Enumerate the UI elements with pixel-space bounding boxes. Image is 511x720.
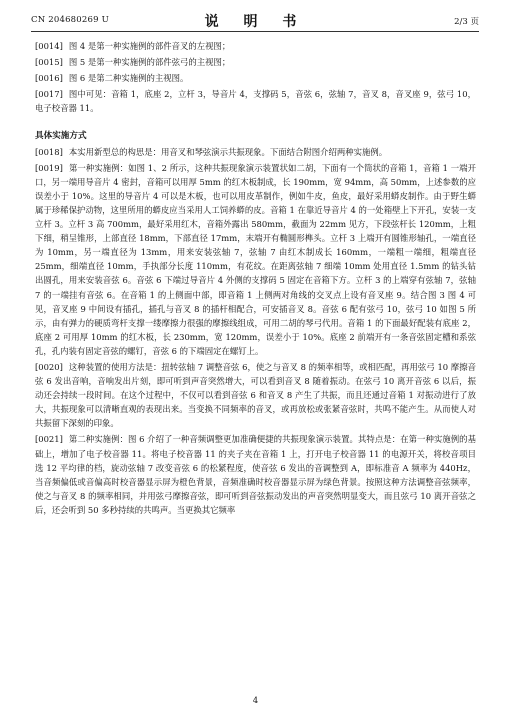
paragraph-0016 <box>35 71 476 85</box>
paragraph-0015 <box>35 55 476 69</box>
paragraph-tag: [0021] <box>35 434 63 445</box>
paragraph-0019 <box>35 161 476 358</box>
section-heading: 具体实施方式 <box>35 131 87 142</box>
paragraph-0020 <box>35 360 476 430</box>
paragraph-tag: [0018] <box>35 146 63 157</box>
paragraph-text: 图 5 是第一种实施例的部件弦弓的主视图； <box>68 57 231 68</box>
page-indicator: 2/3 页 <box>454 17 479 27</box>
paragraph-text: 图 4 是第一种实施例的部件音叉的左视图； <box>68 41 231 51</box>
patent-number: CN 204680269 U <box>31 15 109 25</box>
paragraph-text: 第二种实施例：图 6 介绍了一种音频调整更加准确便捷的共振现象演示装置。其特点是：在第一种实施例的基础上，增加了电子校音器 11。将电子校音器 11 的夹子夹在音箱 1 上，打开电子校音器 11 的电源开关，将校音项目选 12 平均律的档，旋动弦轴 7 改变音弦 6 的松紧程度，使音弦 6 发出的音调整到 A，即标准音 A 频率为 440Hz，当音频偏低或音偏高时校音器显示屏为橙色背景，音频准确时校音器显示屏为绿色背景。按照这种方法调整音弦频率，使之与音叉 8 的频率相同，并用弦弓摩擦音弦，即可听到音弦振动发出的声音突然明显变大，而且弦弓 10 离开音弦之后，还会听到 50 多秒持续的共鸣声。当更换其它频率 <box>35 434 476 515</box>
paragraph-text: 本实用新型总的构思是：用音叉和琴弦演示共振现象。下面结合附图介绍两种实施例。 <box>68 146 388 157</box>
header-divider <box>31 31 479 32</box>
paragraph-tag: [0014] <box>35 41 63 51</box>
page-number: 4 <box>252 696 259 706</box>
paragraph-text: 这种装置的使用方法是：扭转弦轴 7 调整音弦 6，使之与音叉 8 的频率相等，或相匹配，再用弦弓 10 摩擦音弦 6 发出音响，音响发出片刻，即可听到声音突然增大，可以看到音叉 8 随着振动。在弦弓 10 离开音弦 6 以后，振动还会持续一段时间。在这个过程中，不仅可以看到音弦 6 和音叉 8 产生了共振，而且还通过音箱 1 对振动进行了放大，共振现象可以清晰直观的表现出来。当变换不同频率的音叉，或再放松或张紧音弦时，共鸣不能产生。从而使人对共振留下深刻的印象。 <box>35 361 476 429</box>
paragraph-text: 图中可见：音箱 1，底座 2，立杆 3，导音片 4，支撑码 5，音弦 6，弦轴 7，音叉 8，音叉座 9，弦弓 10，电子校音器 11。 <box>35 89 476 114</box>
paragraph-text: 图 6 是第二种实施例的主视图。 <box>68 73 189 84</box>
paragraph-0017 <box>35 87 476 115</box>
document-body <box>35 39 476 519</box>
paragraph-0018 <box>35 145 476 159</box>
paragraph-0021 <box>35 432 476 517</box>
page-title: 说 明 书 <box>204 14 307 30</box>
paragraph-0014 <box>35 39 476 53</box>
paragraph-tag: [0015] <box>35 57 63 68</box>
paragraph-tag: [0017] <box>35 89 63 100</box>
paragraph-tag: [0019] <box>35 162 63 173</box>
paragraph-text: 第一种实施例：如图 1、2 所示，这种共振现象演示装置状如二胡，下面有一个筒状的音箱 1，音箱 1 一端开口，另一端用导音片 4 密封，音箱可以用厚 5mm 的红木板制成，长 190mm，宽 94mm，高 50mm，上述参数的应误差小于 10%。这里的导音片 4 可以是木板，也可以用皮革制作，例如牛皮，鱼皮，最好采用蟒皮制作。由于野生蟒属于珍稀保护动物，这里所用的蟒皮应当采用人工饲养蟒的皮。音箱 1 在靠近导音片 4 的一处箱壁上下开孔，安装一支立杆 3。立杆 3 高 700mm，最好采用红木，音箱外露出 580mm，截面为 22mm 见方，下段弦杆长 120mm，上粗下细，稍呈锥形，上部直径 18mm，下部直径 17mm，末端开有椭圆形榫头。立杆 3 上端开有圆锥形轴孔，一端直径为 10mm，另一端直径为 13mm，用来安装弦轴 7，弦轴 7 由红木制成长 160mm，一端粗一端细，粗端直径 25mm，细端直径 10mm，手执部分长度 110mm，有花纹。在距离弦轴 7 细端 10mm 处用直径 1.5mm 的钻头钻出圆孔，用来安装音弦 6。音弦 6 下端过导音片 4 外侧的支撑码 5 固定在音箱下方。立杆 3 的上端穿有弦轴 7，弦轴 7 的一端挂有音弦 6。在音箱 1 的上侧面中部，即音箱 1 上侧两对角线的交叉点上设有音叉座 9。结合图 3 图 4 可见，音叉座 9 中间设有插孔，插孔与音叉 8 的插杆相配合，可安插音叉 8。音弦 6 配有弦弓 10，弦弓 10 如图 5 所示，由有弹力的硬质弯杆支撑一缕摩擦力很强的摩擦线组成，可用二胡的琴弓代用。音箱 1 的下面最好配装有底座 2，底座 2 可用厚 10mm 的红木板，长 230mm，宽 120mm，误差小于 10%。底座 2 前端开有一条音弦固定槽和系弦孔，孔内装有固定音弦的螺钉，音弦 6 的下端固定在螺钉上。 <box>35 162 476 356</box>
paragraph-tag: [0016] <box>35 73 63 84</box>
paragraph-tag: [0020] <box>35 361 63 372</box>
